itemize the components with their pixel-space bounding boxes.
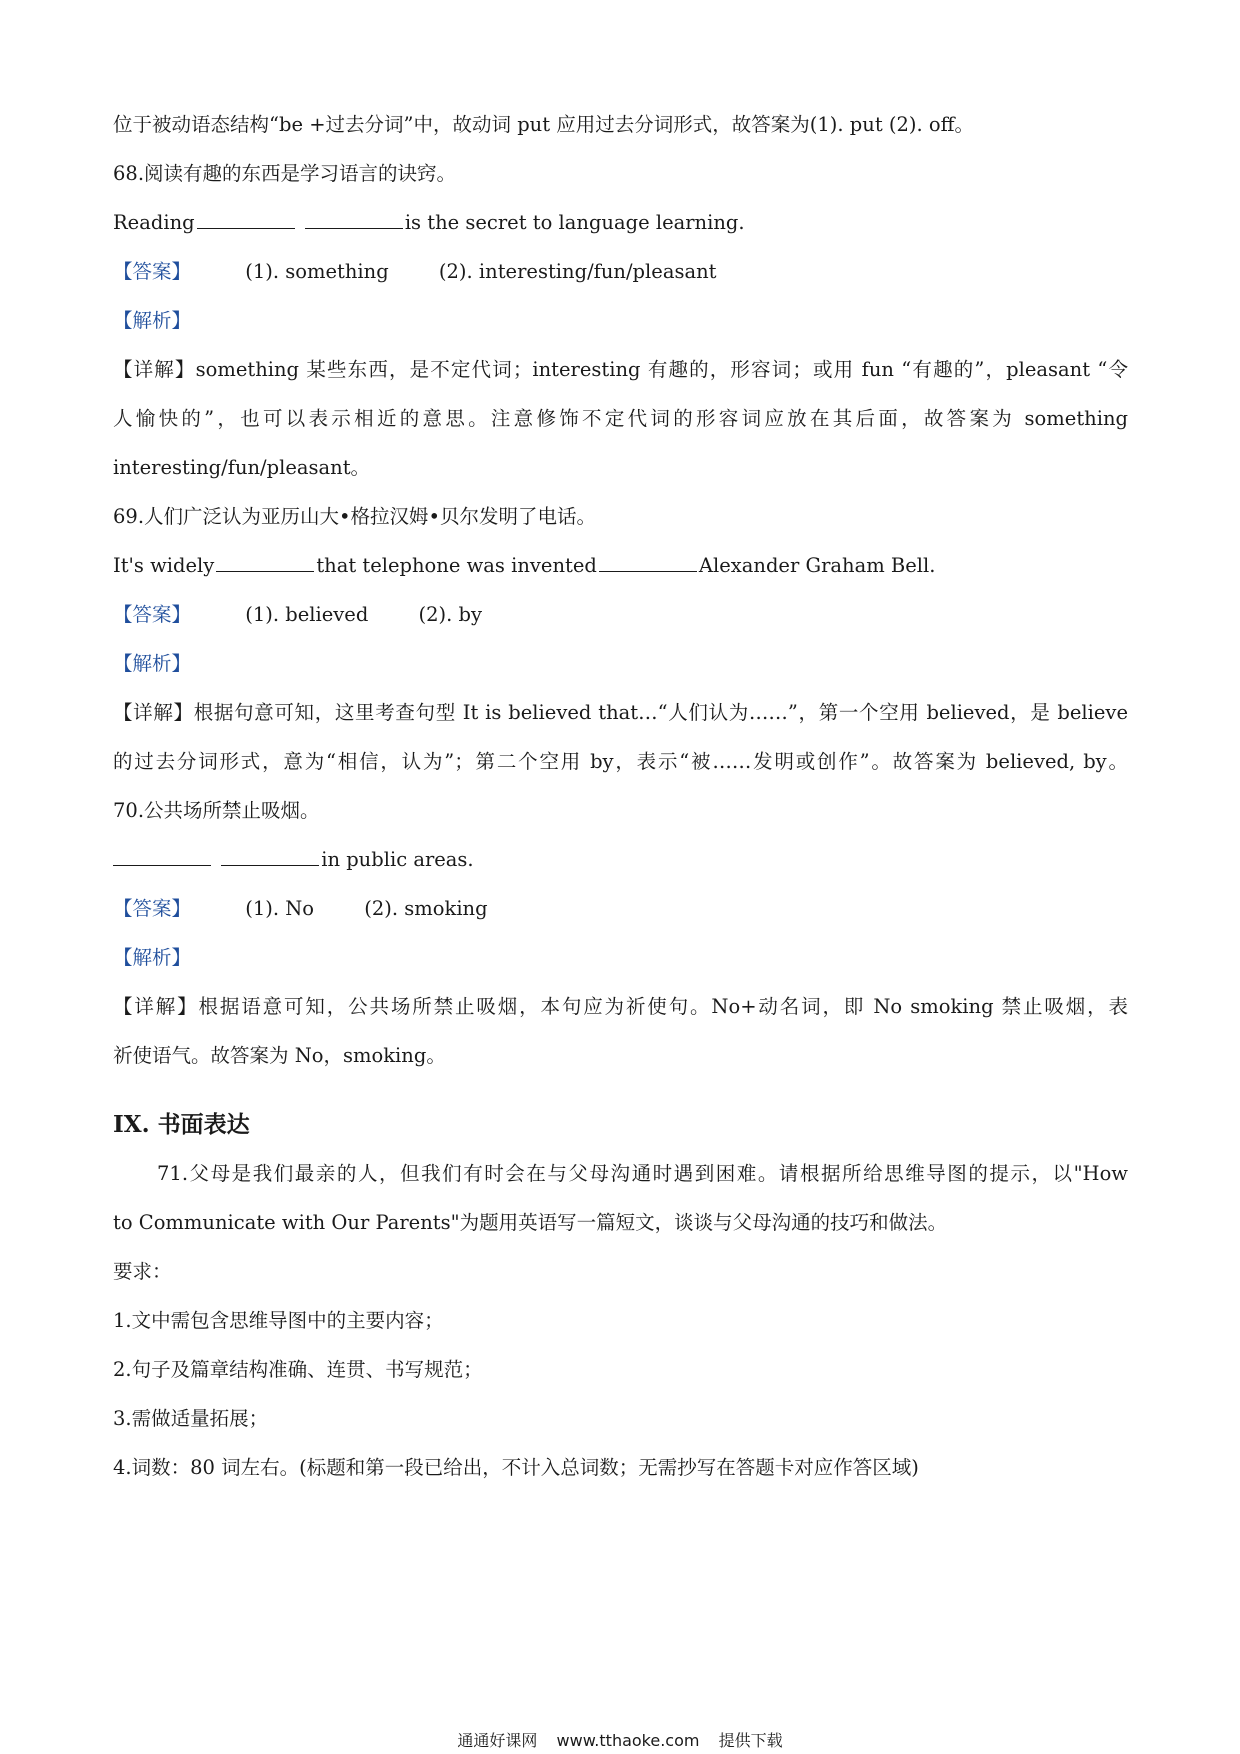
detail-tag: 【详解】 <box>113 995 199 1018</box>
q71-prompt-line-1: 71.父母是我们最亲的人，但我们有时会在与父母沟通时遇到困难。请根据所给思维导图的提示，以"How <box>157 1162 1128 1185</box>
q68-sentence <box>113 198 1128 247</box>
footer-download: 提供下载 <box>718 1731 783 1750</box>
q70-answer-1: (1). No <box>245 897 315 920</box>
document-page <box>113 100 1128 1492</box>
q68-blank-2 <box>305 227 403 229</box>
q68-blank-1 <box>197 227 295 229</box>
q68-sentence-end: is the secret to language learning. <box>404 211 745 234</box>
q70-answer <box>113 884 1128 933</box>
q67-explanation-tail: 位于被动语态结构“be +过去分词”中，故动词 put 应用过去分词形式，故答案为(1). put (2). off。 <box>113 113 974 136</box>
q69-blank-2 <box>599 570 697 572</box>
detail-tag: 【详解】 <box>113 701 194 724</box>
q68-answer-2: (2). interesting/fun/pleasant <box>438 260 717 283</box>
q68-answer <box>113 247 1128 296</box>
footer-site-name: 通通好课网 <box>457 1731 538 1750</box>
q70-prompt: 70.公共场所禁止吸烟。 <box>113 799 320 822</box>
requirement-2: 2.句子及篇章结构准确、连贯、书写规范； <box>113 1358 483 1381</box>
q70-sentence-end: in public areas. <box>321 848 474 871</box>
q70-detail-line-2: 祈使语气。故答案为 No，smoking。 <box>113 1044 446 1067</box>
q70-answer-2: (2). smoking <box>364 897 488 920</box>
q68-answer-1: (1). something <box>245 260 389 283</box>
detail-tag: 【详解】 <box>113 358 196 381</box>
q70-blank-1 <box>113 864 211 866</box>
q68-detail-text-1: something 某些东西，是不定代词；interesting 有趣的，形容词；或用 fun “有趣的”，pleasant “令 <box>195 358 1128 381</box>
requirement-3: 3.需做适量拓展； <box>113 1407 269 1430</box>
answer-tag: 【答案】 <box>113 260 192 283</box>
q69-detail-line-1 <box>113 688 1128 737</box>
q68-detail-line-2: 人愉快的”，也可以表示相近的意思。注意修饰不定代词的形容词应放在其后面，故答案为 something <box>113 407 1128 430</box>
q69-analysis <box>113 639 1128 688</box>
q70-detail-line-1 <box>113 982 1128 1031</box>
page-footer <box>0 1728 1240 1751</box>
q69-sentence-start: It's widely <box>113 554 215 577</box>
q70-blank-2 <box>221 864 319 866</box>
analysis-tag: 【解析】 <box>113 652 192 675</box>
q68-prompt: 68.阅读有趣的东西是学习语言的诀窍。 <box>113 162 457 185</box>
q70-analysis <box>113 933 1128 982</box>
q69-sentence-end: Alexander Graham Bell. <box>698 554 936 577</box>
requirement-1: 1.文中需包含思维导图中的主要内容； <box>113 1309 444 1332</box>
q69-answer-1: (1). believed <box>245 603 369 626</box>
q69-answer <box>113 590 1128 639</box>
requirement-4: 4.词数：80 词左右。(标题和第一段已给出，不计入总词数；无需抄写在答题卡对应作答区域) <box>113 1456 919 1479</box>
q70-sentence <box>113 835 1128 884</box>
q69-detail-text-1: 根据句意可知，这里考查句型 It is believed that…“人们认为……”，第一个空用 believed，是 believe <box>193 701 1128 724</box>
q70-detail-text-1: 根据语意可知，公共场所禁止吸烟，本句应为祈使句。No+动名词，即 No smoking 禁止吸烟，表 <box>198 995 1128 1018</box>
q68-detail-line-1 <box>113 345 1128 394</box>
requirements-title: 要求： <box>113 1260 172 1283</box>
analysis-tag: 【解析】 <box>113 309 192 332</box>
answer-tag: 【答案】 <box>113 603 192 626</box>
q68-detail-line-3: interesting/fun/pleasant。 <box>113 456 371 479</box>
q69-detail-line-2: 的过去分词形式，意为“相信，认为”；第二个空用 by，表示“被……发明或创作”。故答案为 believed, by。 <box>113 750 1128 773</box>
answer-tag: 【答案】 <box>113 897 192 920</box>
footer-url[interactable]: www.tthaoke.com <box>556 1731 700 1750</box>
q69-blank-1 <box>216 570 314 572</box>
q69-answer-2: (2). by <box>418 603 483 626</box>
analysis-tag: 【解析】 <box>113 946 192 969</box>
q69-prompt: 69.人们广泛认为亚历山大•格拉汉姆•贝尔发明了电话。 <box>113 505 597 528</box>
q69-sentence <box>113 541 1128 590</box>
q68-sentence-start: Reading <box>113 211 195 234</box>
q69-sentence-middle: that telephone was invented <box>316 554 597 577</box>
section-9-title: IX. 书面表达 <box>113 1111 250 1138</box>
q71-prompt-line-2: to Communicate with Our Parents"为题用英语写一篇短文，谈谈与父母沟通的技巧和做法。 <box>113 1211 948 1234</box>
q68-analysis <box>113 296 1128 345</box>
